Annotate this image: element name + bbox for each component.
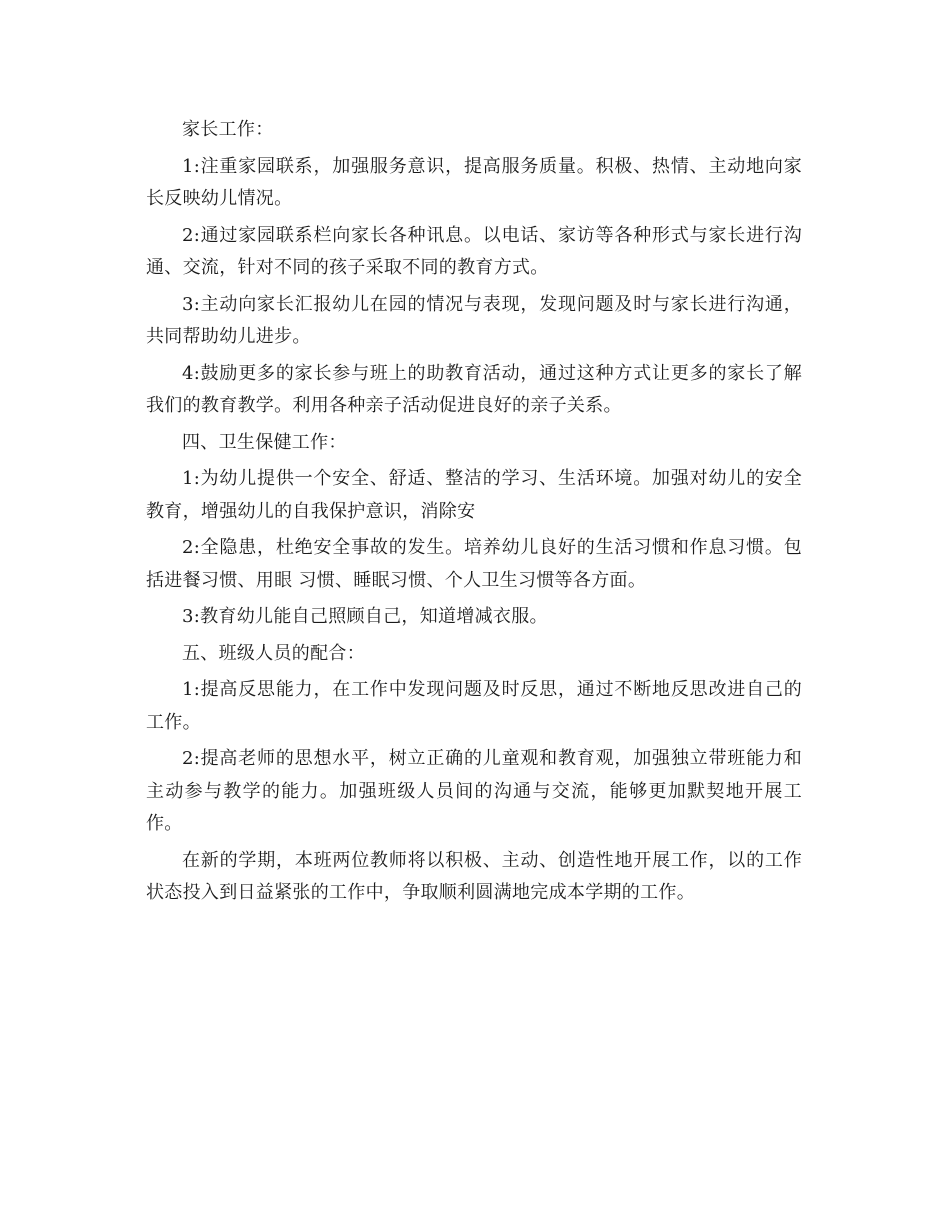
- paragraph: 1:为幼儿提供一个安全、舒适、整洁的学习、生活环境。加强对幼儿的安全教育，增强幼儿的自我保护意识，消除安: [146, 468, 802, 522]
- document-body: [146, 114, 802, 914]
- paragraph: 1:注重家园联系，加强服务意识，提高服务质量。积极、热情、主动地向家长反映幼儿情况。: [146, 155, 802, 209]
- paragraph: 1:提高反思能力，在工作中发现问题及时反思，通过不断地反思改进自己的工作。: [146, 679, 802, 733]
- paragraph: 3:主动向家长汇报幼儿在园的情况与表现，发现问题及时与家长进行沟通，共同帮助幼儿进步。: [146, 293, 802, 347]
- paragraph: 2:提高老师的思想水平，树立正确的儿童观和教育观，加强独立带班能力和主动参与教学的能力。加强班级人员间的沟通与交流，能够更加默契地开展工作。: [146, 748, 802, 834]
- section-heading-parent-work: 家长工作：: [182, 119, 274, 140]
- section-heading-staff-cooperation: 五、班级人员的配合：: [182, 642, 365, 664]
- closing-paragraph: 在新的学期，本班两位教师将以积极、主动、创造性地开展工作，以的工作状态投入到日益紧张的工作中，争取顺利圆满地完成本学期的工作。: [146, 849, 802, 903]
- paragraph: 2:全隐患，杜绝安全事故的发生。培养幼儿良好的生活习惯和作息习惯。包括进餐习惯、用眼 习惯、睡眠习惯、个人卫生习惯等各方面。: [146, 537, 802, 591]
- paragraph: 2:通过家园联系栏向家长各种讯息。以电话、家访等各种形式与家长进行沟通、交流，针对不同的孩子采取不同的教育方式。: [146, 224, 802, 278]
- paragraph: 4:鼓励更多的家长参与班上的助教育活动，通过这种方式让更多的家长了解我们的教育教学。利用各种亲子活动促进良好的亲子关系。: [146, 362, 802, 416]
- paragraph: 3:教育幼儿能自己照顾自己，知道增减衣服。: [182, 606, 548, 627]
- section-heading-health-care: 四、卫生保健工作：: [182, 431, 347, 453]
